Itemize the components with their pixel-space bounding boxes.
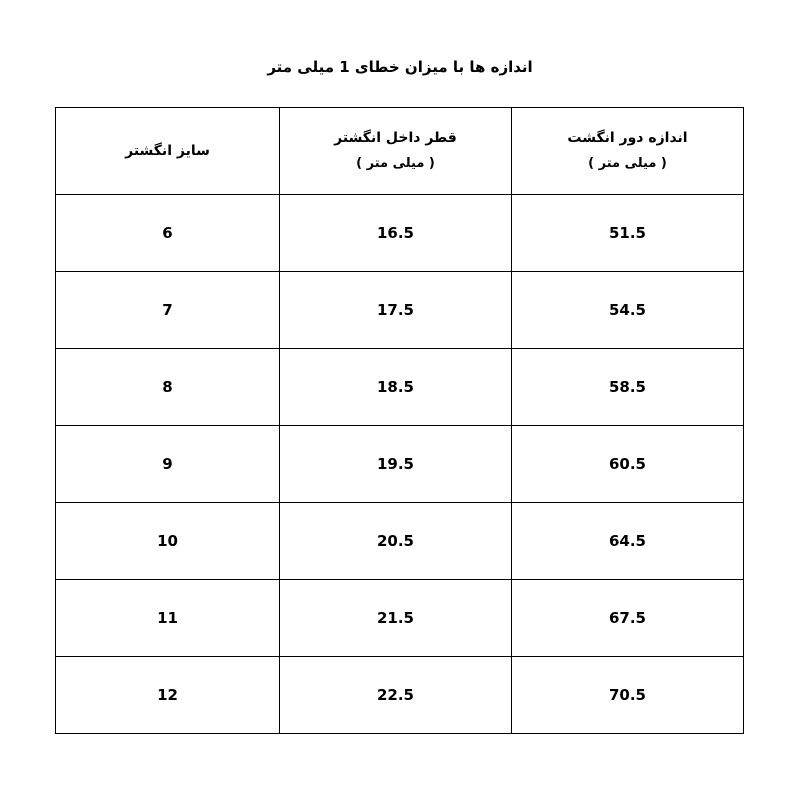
table-body — [56, 195, 744, 734]
cell-inner-diameter: 20.5 — [280, 503, 512, 580]
table-row — [56, 503, 744, 580]
column-header-finger-circumference-unit: ( میلی متر ) — [588, 155, 667, 171]
cell-ring-size: 12 — [56, 657, 280, 734]
cell-finger-circumference: 54.5 — [512, 272, 744, 349]
column-header-finger-circumference — [512, 108, 744, 195]
table-row — [56, 349, 744, 426]
table-header — [56, 108, 744, 195]
cell-finger-circumference: 58.5 — [512, 349, 744, 426]
cell-inner-diameter: 22.5 — [280, 657, 512, 734]
cell-finger-circumference: 51.5 — [512, 195, 744, 272]
cell-ring-size: 11 — [56, 580, 280, 657]
cell-inner-diameter: 21.5 — [280, 580, 512, 657]
cell-ring-size: 7 — [56, 272, 280, 349]
cell-inner-diameter: 17.5 — [280, 272, 512, 349]
column-header-ring-size-main: سایز انگشتر — [125, 142, 210, 159]
table-row — [56, 426, 744, 503]
column-header-ring-size — [56, 108, 280, 195]
cell-finger-circumference: 60.5 — [512, 426, 744, 503]
cell-inner-diameter: 18.5 — [280, 349, 512, 426]
cell-ring-size: 9 — [56, 426, 280, 503]
column-header-inner-diameter-unit: ( میلی متر ) — [356, 155, 435, 171]
cell-ring-size: 8 — [56, 349, 280, 426]
cell-ring-size: 6 — [56, 195, 280, 272]
ring-size-table-container — [56, 107, 744, 734]
cell-inner-diameter: 16.5 — [280, 195, 512, 272]
column-header-inner-diameter — [280, 108, 512, 195]
page-title: اندازه ها با میزان خطای 1 میلی متر — [267, 58, 533, 76]
column-header-inner-diameter-main: قطر داخل انگشتر — [334, 130, 457, 147]
cell-finger-circumference: 70.5 — [512, 657, 744, 734]
cell-finger-circumference: 64.5 — [512, 503, 744, 580]
ring-size-table — [55, 107, 744, 734]
table-row — [56, 580, 744, 657]
table-row — [56, 657, 744, 734]
column-header-finger-circumference-main: اندازه دور انگشت — [567, 130, 688, 147]
cell-finger-circumference: 67.5 — [512, 580, 744, 657]
table-header-row — [56, 108, 744, 195]
table-row — [56, 195, 744, 272]
table-row — [56, 272, 744, 349]
cell-inner-diameter: 19.5 — [280, 426, 512, 503]
cell-ring-size: 10 — [56, 503, 280, 580]
